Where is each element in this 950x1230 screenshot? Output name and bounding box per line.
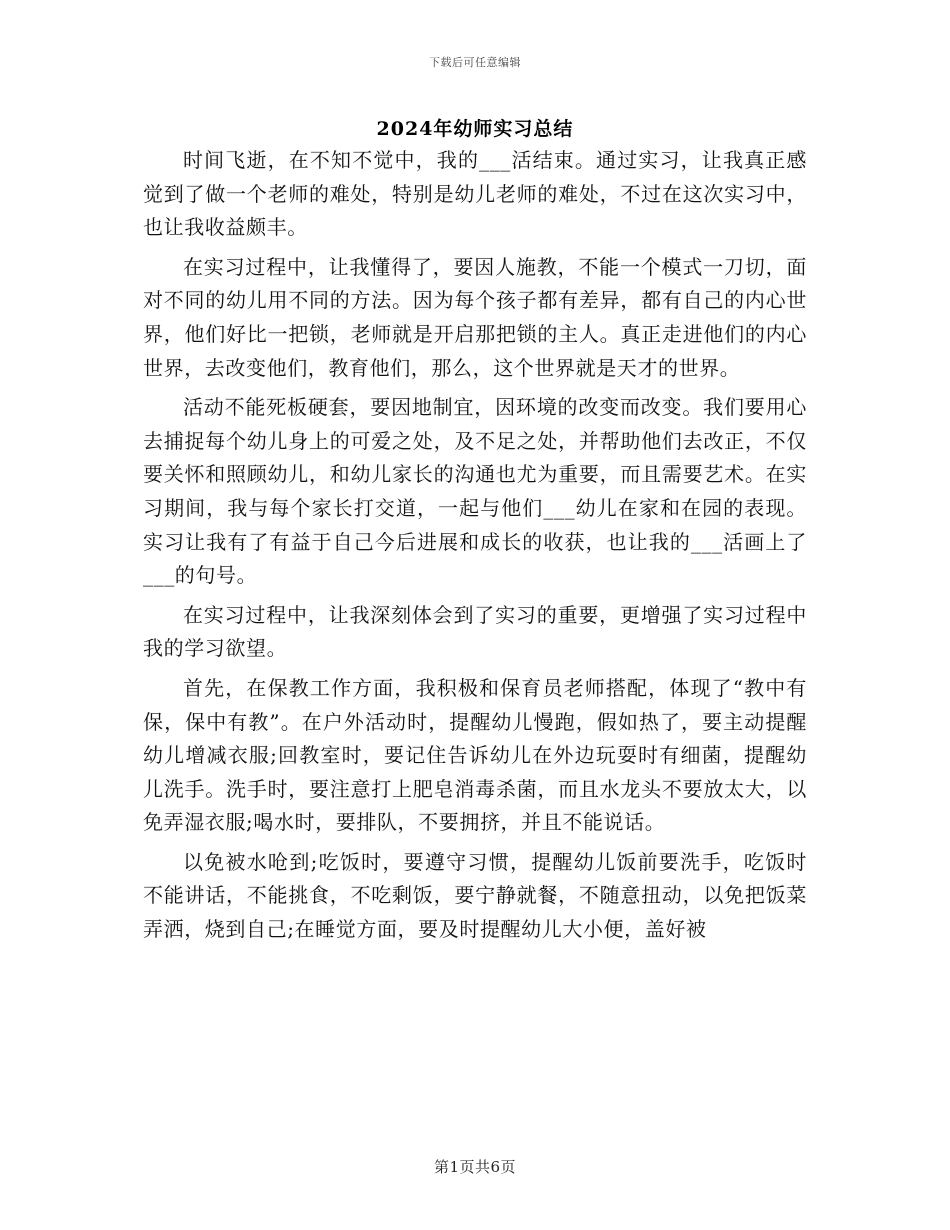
paragraph: 以免被水呛到;吃饭时，要遵守习惯，提醒幼儿饭前要洗手，吃饭时不能讲话，不能挑食，不吃剩饭，要宁静就餐，不随意扭动，以免把饭菜弄洒，烧到自己;在睡觉方面，要及时提醒幼儿大小便，盖好被 <box>143 849 807 942</box>
paragraph: 在实习过程中，让我懂得了，要因人施教，不能一个模式一刀切，面对不同的幼儿用不同的方法。因为每个孩子都有差异，都有自己的内心世界，他们好比一把锁，老师就是开启那把锁的主人。真正走进他们的内心世界，去改变他们，教育他们，那么，这个世界就是天才的世界。 <box>143 254 807 380</box>
paragraph: 时间飞逝，在不知不觉中，我的___活结束。通过实习，让我真正感觉到了做一个老师的难处，特别是幼儿老师的难处，不过在这次实习中，也让我收益颇丰。 <box>143 148 807 240</box>
document-body <box>143 144 807 953</box>
paragraph: 活动不能死板硬套，要因地制宜，因环境的改变而改变。我们要用心去捕捉每个幼儿身上的可爱之处，及不足之处，并帮助他们去改正，不仅要关怀和照顾幼儿，和幼儿家长的沟通也尤为重要，而且需要艺术。在实习期间，我与每个家长打交道，一起与他们___幼儿在家和在园的表现。实习让我有了有益于自己今后进展和成长的收获，也让我的___活画上了___的句号。 <box>143 395 807 588</box>
header-note: 下载后可任意编辑 <box>429 56 521 69</box>
paragraph: 在实习过程中，让我深刻体会到了实习的重要，更增强了实习过程中我的学习欲望。 <box>143 602 807 661</box>
paragraph: 首先，在保教工作方面，我积极和保育员老师搭配，体现了“教中有保，保中有教”。在户外活动时，提醒幼儿慢跑，假如热了，要主动提醒幼儿增减衣服;回教室时，要记住告诉幼儿在外边玩耍时有细菌，提醒幼儿洗手。洗手时，要注意打上肥皂消毒杀菌，而且水龙头不要放太大，以免弄湿衣服;喝水时，要排队，不要拥挤，并且不能说话。 <box>143 675 807 835</box>
document-title: 2024年幼师实习总结 <box>376 118 574 140</box>
page-number-footer: 第1页共6页 <box>433 1158 517 1176</box>
